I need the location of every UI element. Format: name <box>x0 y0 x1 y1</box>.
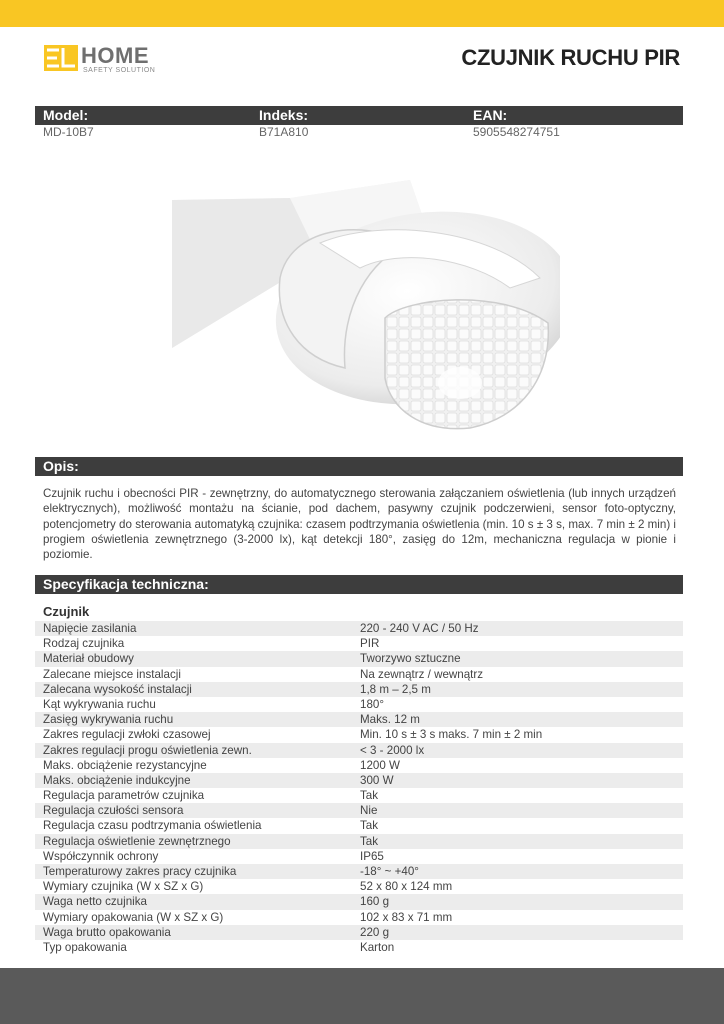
spec-row <box>35 910 683 925</box>
specs-group-title: Czujnik <box>43 604 90 619</box>
spec-label: Zakres regulacji zwłoki czasowej <box>43 728 211 742</box>
spec-label: Zasięg wykrywania ruchu <box>43 713 174 727</box>
spec-row <box>35 894 683 909</box>
spec-row <box>35 712 683 727</box>
spec-label: Maks. obciążenie indukcyjne <box>43 773 191 787</box>
top-accent-bar <box>0 0 724 27</box>
index-header: Indeks: <box>259 107 309 123</box>
spec-value: Nie <box>360 804 378 818</box>
spec-row <box>35 834 683 849</box>
spec-label: Waga netto czujnika <box>43 895 147 909</box>
index-value: B71A810 <box>259 125 309 139</box>
spec-row <box>35 864 683 879</box>
description-heading: Opis: <box>43 458 79 474</box>
spec-label: Temperaturowy zakres pracy czujnika <box>43 865 237 878</box>
product-image <box>170 148 560 448</box>
spec-row <box>35 849 683 864</box>
spec-value: -18° ~ +40° <box>360 865 419 878</box>
spec-label: Zalecana wysokość instalacji <box>43 682 192 696</box>
spec-value: < 3 - 2000 lx <box>360 743 425 757</box>
spec-label: Wymiary opakowania (W x SZ x G) <box>43 910 224 924</box>
spec-row <box>35 925 683 940</box>
spec-row <box>35 636 683 651</box>
spec-label: Zalecane miejsce instalacji <box>43 667 181 681</box>
spec-value: 220 - 240 V AC / 50 Hz <box>360 622 479 635</box>
spec-value: 1200 W <box>360 758 400 772</box>
spec-label: Kąt wykrywania ruchu <box>43 697 156 711</box>
spec-table <box>35 621 683 955</box>
brand-mark-icon <box>43 42 79 72</box>
spec-label: Regulacja parametrów czujnika <box>43 789 205 803</box>
spec-value: Min. 10 s ± 3 s maks. 7 min ± 2 min <box>360 728 543 742</box>
spec-value: PIR <box>360 637 380 651</box>
spec-value: 220 g <box>360 925 390 939</box>
spec-label: Współczynnik ochrony <box>43 849 159 863</box>
brand-name: HOME <box>81 43 149 68</box>
spec-row <box>35 803 683 818</box>
spec-value: 52 x 80 x 124 mm <box>360 880 453 894</box>
spec-row <box>35 773 683 788</box>
ean-value: 5905548274751 <box>473 125 560 139</box>
spec-label: Napięcie zasilania <box>43 622 137 635</box>
spec-label: Rodzaj czujnika <box>43 637 125 651</box>
spec-value: Na zewnątrz / wewnątrz <box>360 667 484 681</box>
identity-header-bar <box>35 106 683 125</box>
spec-row <box>35 788 683 803</box>
spec-value: Tak <box>360 789 379 803</box>
description-text: Czujnik ruchu i obecności PIR - zewnętrzny, do automatycznego sterowania załączaniem oświetlenia (lub innych urządzeń elektrycznych), możliwość montażu na ścianie, pod dachem, pasywny czujnik podczerwieni, sensor foto-optyczny, potencjometry do sterowania automatyką czujnika: czasem podtrzymania oświetlenia (min. 10 s ± 3 s, max. 7 min ± 2 min) i progiem oświetlenia zewnętrznego (3-2000 lx), kąt detekcji 180°, zasięg do 12m, mechaniczna regulacja w pionie i poziomie. <box>43 487 676 562</box>
spec-row <box>35 682 683 697</box>
footer-bar <box>0 968 724 1024</box>
spec-value: Maks. 12 m <box>360 713 420 727</box>
spec-value: 102 x 83 x 71 mm <box>360 910 453 924</box>
spec-row <box>35 743 683 758</box>
spec-label: Waga brutto opakowania <box>43 925 171 939</box>
identity-values <box>0 125 724 141</box>
spec-value: Tworzywo sztuczne <box>360 652 461 666</box>
specs-header-bar <box>35 575 683 594</box>
spec-row <box>35 667 683 682</box>
ean-header: EAN: <box>473 107 508 123</box>
spec-row <box>35 940 683 955</box>
spec-label: Regulacja czułości sensora <box>43 804 184 818</box>
spec-value: Tak <box>360 834 379 848</box>
spec-label: Regulacja oświetlenie zewnętrznego <box>43 834 231 848</box>
spec-value: IP65 <box>360 849 384 863</box>
spec-row <box>35 697 683 712</box>
spec-value: 1,8 m – 2,5 m <box>360 682 431 696</box>
spec-row <box>35 818 683 833</box>
spec-row <box>35 651 683 666</box>
spec-label: Zakres regulacji progu oświetlenia zewn. <box>43 743 252 757</box>
spec-value: 300 W <box>360 773 394 787</box>
spec-label: Materiał obudowy <box>43 652 134 666</box>
model-header: Model: <box>43 107 89 123</box>
page-title: CZUJNIK RUCHU PIR <box>461 45 680 70</box>
spec-row <box>35 758 683 773</box>
model-value: MD-10B7 <box>43 125 94 139</box>
brand-tagline: SAFETY SOLUTION <box>83 67 156 74</box>
spec-label: Typ opakowania <box>43 940 127 954</box>
spec-row <box>35 621 683 636</box>
spec-row <box>35 727 683 742</box>
spec-value: Karton <box>360 940 395 954</box>
spec-label: Regulacja czasu podtrzymania oświetlenia <box>43 819 262 833</box>
description-header-bar <box>35 457 683 476</box>
specs-heading: Specyfikacja techniczna: <box>43 576 209 592</box>
spec-value: 160 g <box>360 895 390 909</box>
spec-row <box>35 879 683 894</box>
spec-label: Wymiary czujnika (W x SZ x G) <box>43 880 204 894</box>
spec-value: Tak <box>360 819 379 833</box>
spec-value: 180° <box>360 697 384 711</box>
brand-logo <box>43 40 168 80</box>
spec-label: Maks. obciążenie rezystancyjne <box>43 758 207 772</box>
